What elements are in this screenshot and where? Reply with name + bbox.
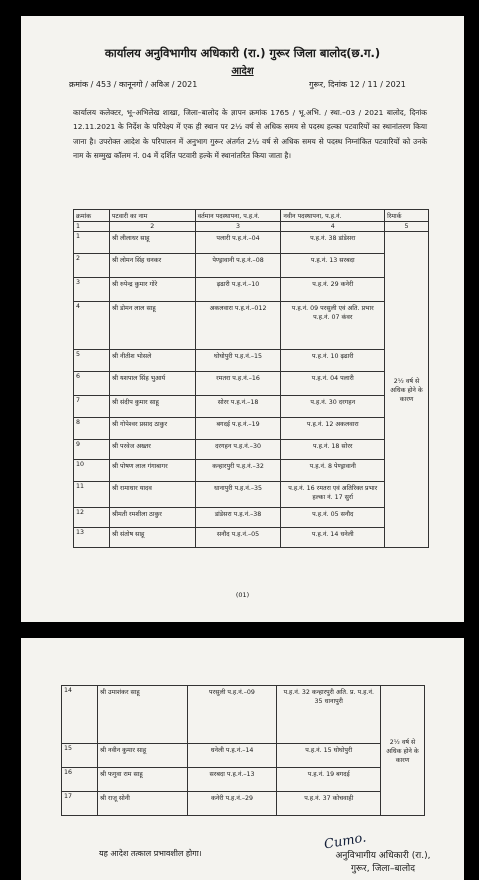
col-number: 5: [385, 222, 429, 232]
current-posting-cell: धनेली प.ह.नं.–14: [187, 744, 277, 768]
page-number: (01): [235, 591, 250, 599]
col-number: 3: [195, 222, 281, 232]
serial-cell: 8: [74, 418, 110, 440]
name-cell: श्री यशपाल सिंह भुआर्य: [109, 372, 195, 396]
serial-cell: 10: [74, 460, 110, 482]
serial-cell: 16: [62, 768, 98, 792]
table-row: [62, 792, 425, 816]
name-cell: श्री रामाधार यादव: [109, 482, 195, 508]
table-row: [74, 460, 429, 482]
serial-cell: 9: [74, 440, 110, 460]
name-cell: श्री रुपेन्द्र कुमार गोरे: [109, 278, 195, 302]
remark-cell: 2½ वर्ष से अधिक होने के कारण: [385, 232, 429, 548]
table-row: [74, 440, 429, 460]
serial-cell: 4: [74, 302, 110, 350]
current-posting-cell: कन्हारपुरी प.ह.नं.–32: [195, 460, 281, 482]
serial-cell: 2: [74, 254, 110, 278]
serial-cell: 3: [74, 278, 110, 302]
signatory-place: गुरूर, जिला–बालोद: [350, 864, 416, 874]
order-body-text: कार्यालय कलेक्टर, भू–अभिलेख शाखा, जिला–बालोद के ज्ञापन क्रमांक 1765 / भू.अभि. / स्था.–03 / 2021 बालोद, दिनांक 12.11.2021 के निर्देश के परिपेक्ष्य में एक ही स्थान पर 2½ वर्ष से अधिक समय से पदस्थ हल्का पटवारियों का स्थानांतरण किया जाना है। उपरोक्त आदेश के परिपालन में अनुभाग गुरूर अंतर्गत 2½ वर्ष से अधिक समय से पदस्थ निम्नांकित पटवारियों को उनके नाम के सम्मुख कॉलम नं. 04 में दर्शित पटवारी हल्के में स्थानांतरित किया जाता है।: [73, 108, 427, 160]
serial-cell: 15: [62, 744, 98, 768]
serial-cell: 7: [74, 396, 110, 418]
name-cell: श्री संदीप कुमार साहू: [109, 396, 195, 418]
new-posting-cell: प.ह.नं. 16 रमतरा एवं अतिरिक्त प्रभार हल्का नं. 17 सुर्रा: [281, 482, 385, 508]
new-posting-cell: प.ह.नं. 05 सनौद: [281, 508, 385, 528]
serial-cell: 11: [74, 482, 110, 508]
table-row: [74, 508, 429, 528]
name-cell: श्री पोषण लाल गंगाबागर: [109, 460, 195, 482]
name-cell: श्री नीतीश भोसले: [109, 350, 195, 372]
new-posting-cell: प.ह.नं. 38 डांडेसरा: [281, 232, 385, 254]
order-number: क्रमांक / 453 / कानूनगो / अविअ / 2021: [69, 80, 198, 89]
new-posting-cell: प.ह.नं. 29 कनेरी: [281, 278, 385, 302]
table-row: [62, 686, 425, 744]
table-row: [74, 482, 429, 508]
header-current-posting: वर्तमान पदस्थापना, प.ह.नं.: [195, 210, 281, 222]
current-posting-cell: धानापुरी प.ह.नं.–35: [195, 482, 281, 508]
name-cell: श्री फगुवा राम साहू: [97, 768, 187, 792]
order-heading: आदेश: [231, 66, 254, 77]
table-row: [74, 302, 429, 350]
new-posting-cell: प.ह.नं. 37 कोचवाही: [277, 792, 381, 816]
current-posting-cell: डांडेसरा प.ह.नं.–38: [195, 508, 281, 528]
new-posting-cell: प.ह.नं. 15 घोघोपुरी: [277, 744, 381, 768]
name-cell: श्री परवेज अख्तर: [109, 440, 195, 460]
current-posting-cell: सरबदा प.ह.नं.–13: [187, 768, 277, 792]
order-date: गुरूर, दिनांक 12 / 11 / 2021: [309, 80, 406, 89]
current-posting-cell: सनौद प.ह.नं.–05: [195, 528, 281, 548]
table-row: [74, 350, 429, 372]
new-posting-cell: प.ह.नं. 18 सोरर: [281, 440, 385, 460]
new-posting-cell: प.ह.नं. 32 कन्हारपुरी अति. प्र. प.ह.नं. 35 धानापुरी: [277, 686, 381, 744]
name-cell: श्री राजू सोनी: [97, 792, 187, 816]
table-row: [74, 278, 429, 302]
table-header-row: [74, 210, 429, 222]
name-cell: श्री लीलाधर साहू: [109, 232, 195, 254]
column-number-row: [74, 222, 429, 232]
name-cell: श्री डोमन लाल साहू: [109, 302, 195, 350]
new-posting-cell: प.ह.नं. 13 सरबदा: [281, 254, 385, 278]
name-cell: श्रीमती रमशीला ठाकुर: [109, 508, 195, 528]
remark-cell: 2½ वर्ष से अधिक होने के कारण: [381, 686, 425, 816]
table-row: [74, 372, 429, 396]
serial-cell: 5: [74, 350, 110, 372]
serial-cell: 1: [74, 232, 110, 254]
table-row: [62, 744, 425, 768]
table-row: [74, 418, 429, 440]
name-cell: श्री उमाशंकर साहू: [97, 686, 187, 744]
signature: Cumo.: [323, 830, 368, 853]
current-posting-cell: पेण्ड्रावानी प.ह.नं.–08: [195, 254, 281, 278]
current-posting-cell: बगदई प.ह.नं.–19: [195, 418, 281, 440]
col-number: 4: [281, 222, 385, 232]
current-posting-cell: सोरर प.ह.नं.–18: [195, 396, 281, 418]
effective-note: यह आदेश तत्काल प्रभावशील होगा।: [99, 849, 202, 858]
current-posting-cell: परसुली प.ह.नं.–09: [187, 686, 277, 744]
transfer-table-page-1: [73, 209, 429, 548]
serial-cell: 6: [74, 372, 110, 396]
name-cell: श्री संतोष साहू: [109, 528, 195, 548]
document-page-2: [21, 638, 464, 880]
office-title: कार्यालय अनुविभागीय अधिकारी (रा.) गुरूर जिला बालोद(छ.ग.): [104, 46, 381, 60]
transfer-table-page-2: [61, 685, 425, 816]
table-row: [62, 768, 425, 792]
header-remark: रिमार्क: [385, 210, 429, 222]
current-posting-cell: कनेरी प.ह.नं.–29: [187, 792, 277, 816]
current-posting-cell: रमतरा प.ह.नं.–16: [195, 372, 281, 396]
new-posting-cell: प.ह.नं. 12 अकलवारा: [281, 418, 385, 440]
signatory-block: [303, 850, 463, 876]
header-patwari-name: पटवारी का नाम: [109, 210, 195, 222]
signatory-title: अनुविभागीय अधिकारी (रा.),: [335, 851, 431, 861]
serial-cell: 14: [62, 686, 98, 744]
current-posting-cell: घोघोपुरी प.ह.नं.–15: [195, 350, 281, 372]
table-row: [74, 254, 429, 278]
header-new-posting: नवीन पदस्थापना, प.ह.नं.: [281, 210, 385, 222]
current-posting-cell: ढ़ढारी प.ह.नं.–10: [195, 278, 281, 302]
current-posting-cell: पलारी प.ह.नं.–04: [195, 232, 281, 254]
new-posting-cell: प.ह.नं. 04 पलारी: [281, 372, 385, 396]
new-posting-cell: प.ह.नं. 09 परसुली एवं अति. प्रभार प.ह.नं. 07 कंवर: [281, 302, 385, 350]
name-cell: श्री नवीन कुमार साहू: [97, 744, 187, 768]
table-row: [74, 396, 429, 418]
name-cell: श्री गोपेश्वर प्रसाद ठाकुर: [109, 418, 195, 440]
new-posting-cell: प.ह.नं. 10 ढ़ढारी: [281, 350, 385, 372]
table-row: [74, 528, 429, 548]
serial-cell: 13: [74, 528, 110, 548]
table-row: [74, 232, 429, 254]
new-posting-cell: प.ह.नं. 14 धनेली: [281, 528, 385, 548]
header-serial: क्रमांक: [74, 210, 110, 222]
serial-cell: 17: [62, 792, 98, 816]
col-number: 1: [74, 222, 110, 232]
name-cell: श्री लोमन सिंह धनकर: [109, 254, 195, 278]
serial-cell: 12: [74, 508, 110, 528]
new-posting-cell: प.ह.नं. 30 दरगहन: [281, 396, 385, 418]
document-page-1: [21, 16, 464, 622]
current-posting-cell: दरगहन प.ह.नं.–30: [195, 440, 281, 460]
current-posting-cell: अकलवारा प.ह.नं.–012: [195, 302, 281, 350]
col-number: 2: [109, 222, 195, 232]
new-posting-cell: प.ह.नं. 19 बगदई: [277, 768, 381, 792]
new-posting-cell: प.ह.नं. 8 पेण्ड्रावानी: [281, 460, 385, 482]
